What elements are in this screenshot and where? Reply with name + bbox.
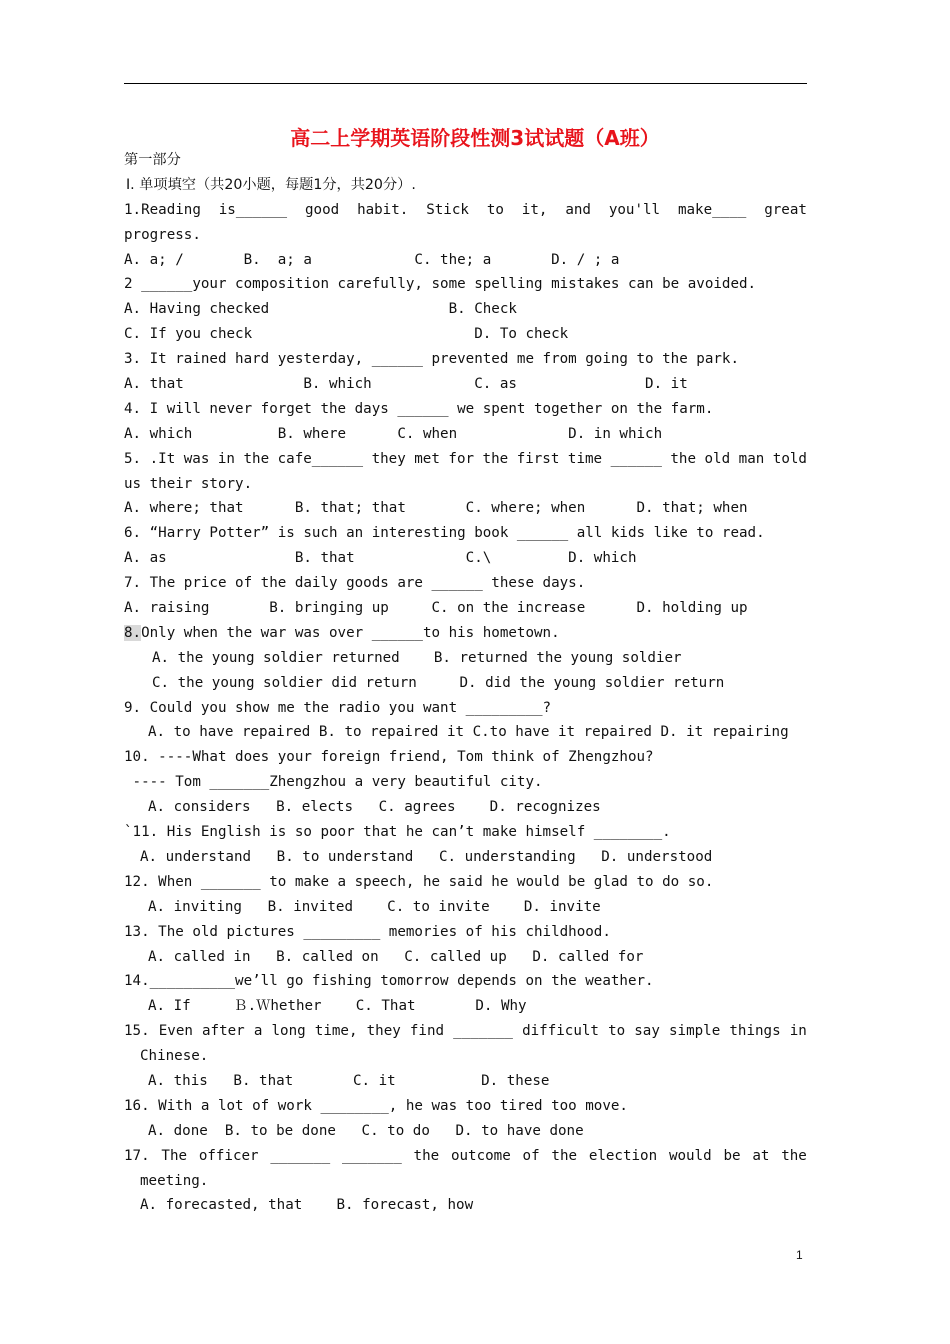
- question-10-reply: ---- Tom _______Zhengzhou a very beautiful city.: [124, 774, 543, 791]
- question-11-stem: `11. His English is so poor that he can’t make himself ________.: [124, 824, 671, 841]
- question-12-options: A. inviting B. invited C. to invite D. invite: [148, 898, 601, 915]
- question-10-options: A. considers B. elects C. agrees D. recognizes: [148, 799, 601, 816]
- exam-body: [124, 148, 807, 1218]
- stem-word: a: [253, 1023, 263, 1040]
- question-15-stem: [124, 1019, 807, 1044]
- stem-word: in: [217, 450, 235, 467]
- stem-word: habit.: [357, 201, 409, 218]
- stem-word: after: [202, 1023, 245, 1040]
- stem-word: the: [670, 450, 696, 467]
- part-heading: 第一部分: [124, 152, 181, 168]
- stem-word: it,: [521, 201, 548, 218]
- stem-word: they: [366, 1023, 401, 1040]
- question-16-options: A. done B. to be done C. to do D. to have done: [148, 1122, 584, 1139]
- stem-word: the: [413, 1147, 440, 1164]
- question-5-options: A. where; that B. that; that C. where; when D. that; when: [124, 500, 748, 517]
- stem-word: make____: [677, 201, 747, 218]
- stem-word: difficult: [522, 1023, 599, 1040]
- stem-word: to: [486, 201, 504, 218]
- stem-word: you'll: [608, 201, 661, 218]
- question-5-continuation: us their story.: [124, 475, 253, 492]
- question-1-options: A. a; / B. a; a C. the; a D. / ; a: [124, 251, 620, 268]
- question-5-stem: [124, 447, 807, 472]
- question-15-continuation: Chinese.: [140, 1048, 209, 1065]
- stem-word: to: [608, 1023, 626, 1040]
- stem-word: is______: [218, 201, 288, 218]
- stem-word: ______: [610, 450, 662, 467]
- stem-word: told: [772, 450, 807, 467]
- stem-word: _______: [453, 1023, 513, 1040]
- question-17-stem: [124, 1144, 807, 1169]
- stem-word: cafe______: [277, 450, 364, 467]
- stem-word: .It: [149, 450, 176, 467]
- stem-word: man: [738, 450, 765, 467]
- stem-word: the: [482, 450, 509, 467]
- question-15-options: A. this B. that C. it D. these: [148, 1072, 550, 1089]
- stem-word: first: [516, 450, 560, 467]
- question-16-stem: 16. With a lot of work ________, he was too tired too move.: [124, 1097, 628, 1114]
- stem-word: Even: [158, 1023, 193, 1040]
- question-13-stem: 13. The old pictures _________ memories of his childhood.: [124, 923, 611, 940]
- question-17-continuation: meeting.: [140, 1172, 209, 1189]
- stem-word: outcome: [450, 1147, 511, 1164]
- stem-word: Stick: [426, 201, 469, 218]
- stem-word: 1.Reading: [124, 201, 201, 218]
- stem-word: and: [565, 201, 591, 218]
- question-8-text: Only when the war was over ______to his hometown.: [141, 624, 560, 641]
- stem-word: _______: [270, 1147, 331, 1164]
- stem-word: for: [448, 450, 475, 467]
- question-6-stem: 6. “Harry Potter” is such an interesting book ______ all kids like to read.: [124, 525, 765, 542]
- stem-word: of: [522, 1147, 540, 1164]
- page-title: 高二上学期英语阶段性测3试试题（A班）: [290, 126, 660, 150]
- question-3-stem: 3. It rained hard yesterday, ______ prevented me from going to the park.: [124, 351, 739, 368]
- question-1-continuation: progress.: [124, 226, 201, 243]
- stem-word: met: [414, 450, 440, 467]
- stem-word: long: [271, 1023, 306, 1040]
- question-12-stem: 12. When _______ to make a speech, he said he would be glad to do so.: [124, 873, 714, 890]
- question-8-options-c-d: C. the young soldier did return D. did the young soldier return: [152, 674, 725, 691]
- stem-word: officer: [198, 1147, 259, 1164]
- question-6-options: A. as B. that C.\ D. which: [124, 550, 637, 567]
- question-7-options: A. raising B. bringing up C. on the increase D. holding up: [124, 600, 748, 617]
- stem-word: the: [243, 450, 270, 467]
- question-14-options: A. If Ｂ.Ｗhether C. That D. Why: [148, 998, 527, 1015]
- question-14-stem: 14.__________we’ll go fishing tomorrow depends on the weather.: [124, 973, 654, 990]
- question-4-stem: 4. I will never forget the days ______ we spent together on the farm.: [124, 400, 714, 417]
- question-9-options: A. to have repaired B. to repaired it C.to have it repaired D. it repairing: [148, 724, 789, 741]
- stem-word: election: [588, 1147, 658, 1164]
- question-11-options: A. understand B. to understand C. understanding D. understood: [140, 848, 713, 865]
- stem-word: they: [371, 450, 406, 467]
- stem-word: old: [704, 450, 731, 467]
- section-heading: Ⅰ. 单项填空（共20小题，每题1分，共20分）.: [126, 176, 416, 193]
- stem-word: find: [409, 1023, 445, 1040]
- question-2-stem: 2 ______your composition carefully, some spelling mistakes can be avoided.: [124, 276, 757, 293]
- stem-word: the: [551, 1147, 578, 1164]
- stem-word: say: [634, 1023, 660, 1040]
- question-4-options: A. which B. where C. when D. in which: [124, 425, 663, 442]
- question-17-options: A. forecasted, that B. forecast, how: [140, 1197, 474, 1214]
- stem-word: was: [183, 450, 210, 467]
- question-13-options: A. called in B. called on C. called up D. called for: [148, 948, 644, 965]
- stem-word: 17.: [124, 1147, 150, 1164]
- question-2-options-a-b: A. Having checked B. Check: [124, 301, 517, 318]
- question-8-options-a-b: A. the young soldier returned B. returned the young soldier: [152, 649, 682, 666]
- question-8-number: 8.: [124, 624, 142, 641]
- stem-word: time: [567, 450, 603, 467]
- stem-word: _______: [341, 1147, 402, 1164]
- stem-word: the: [781, 1147, 807, 1164]
- question-7-stem: 7. The price of the daily goods are ______ these days.: [124, 575, 586, 592]
- stem-word: 5.: [124, 450, 142, 467]
- stem-word: 15.: [124, 1023, 150, 1040]
- stem-word: The: [161, 1147, 188, 1164]
- question-10-stem: 10. ----What does your foreign friend, Tom think of Zhengzhou?: [124, 749, 654, 766]
- stem-word: at: [752, 1147, 770, 1164]
- stem-word: good: [305, 201, 340, 218]
- stem-word: things: [729, 1023, 781, 1040]
- page-number: 1: [796, 1248, 803, 1262]
- stem-word: be: [723, 1147, 741, 1164]
- stem-word: great: [764, 201, 807, 218]
- stem-word: simple: [669, 1023, 721, 1040]
- question-8-stem: [124, 621, 807, 646]
- stem-word: would: [668, 1147, 712, 1164]
- question-2-options-c-d: C. If you check D. To check: [124, 326, 569, 343]
- stem-word: in: [789, 1023, 807, 1040]
- question-3-options: A. that B. which C. as D. it: [124, 376, 688, 393]
- question-1-stem: [124, 198, 807, 223]
- header-rule: [124, 83, 807, 84]
- question-9-stem: 9. Could you show me the radio you want _________?: [124, 699, 552, 716]
- stem-word: time,: [314, 1023, 358, 1040]
